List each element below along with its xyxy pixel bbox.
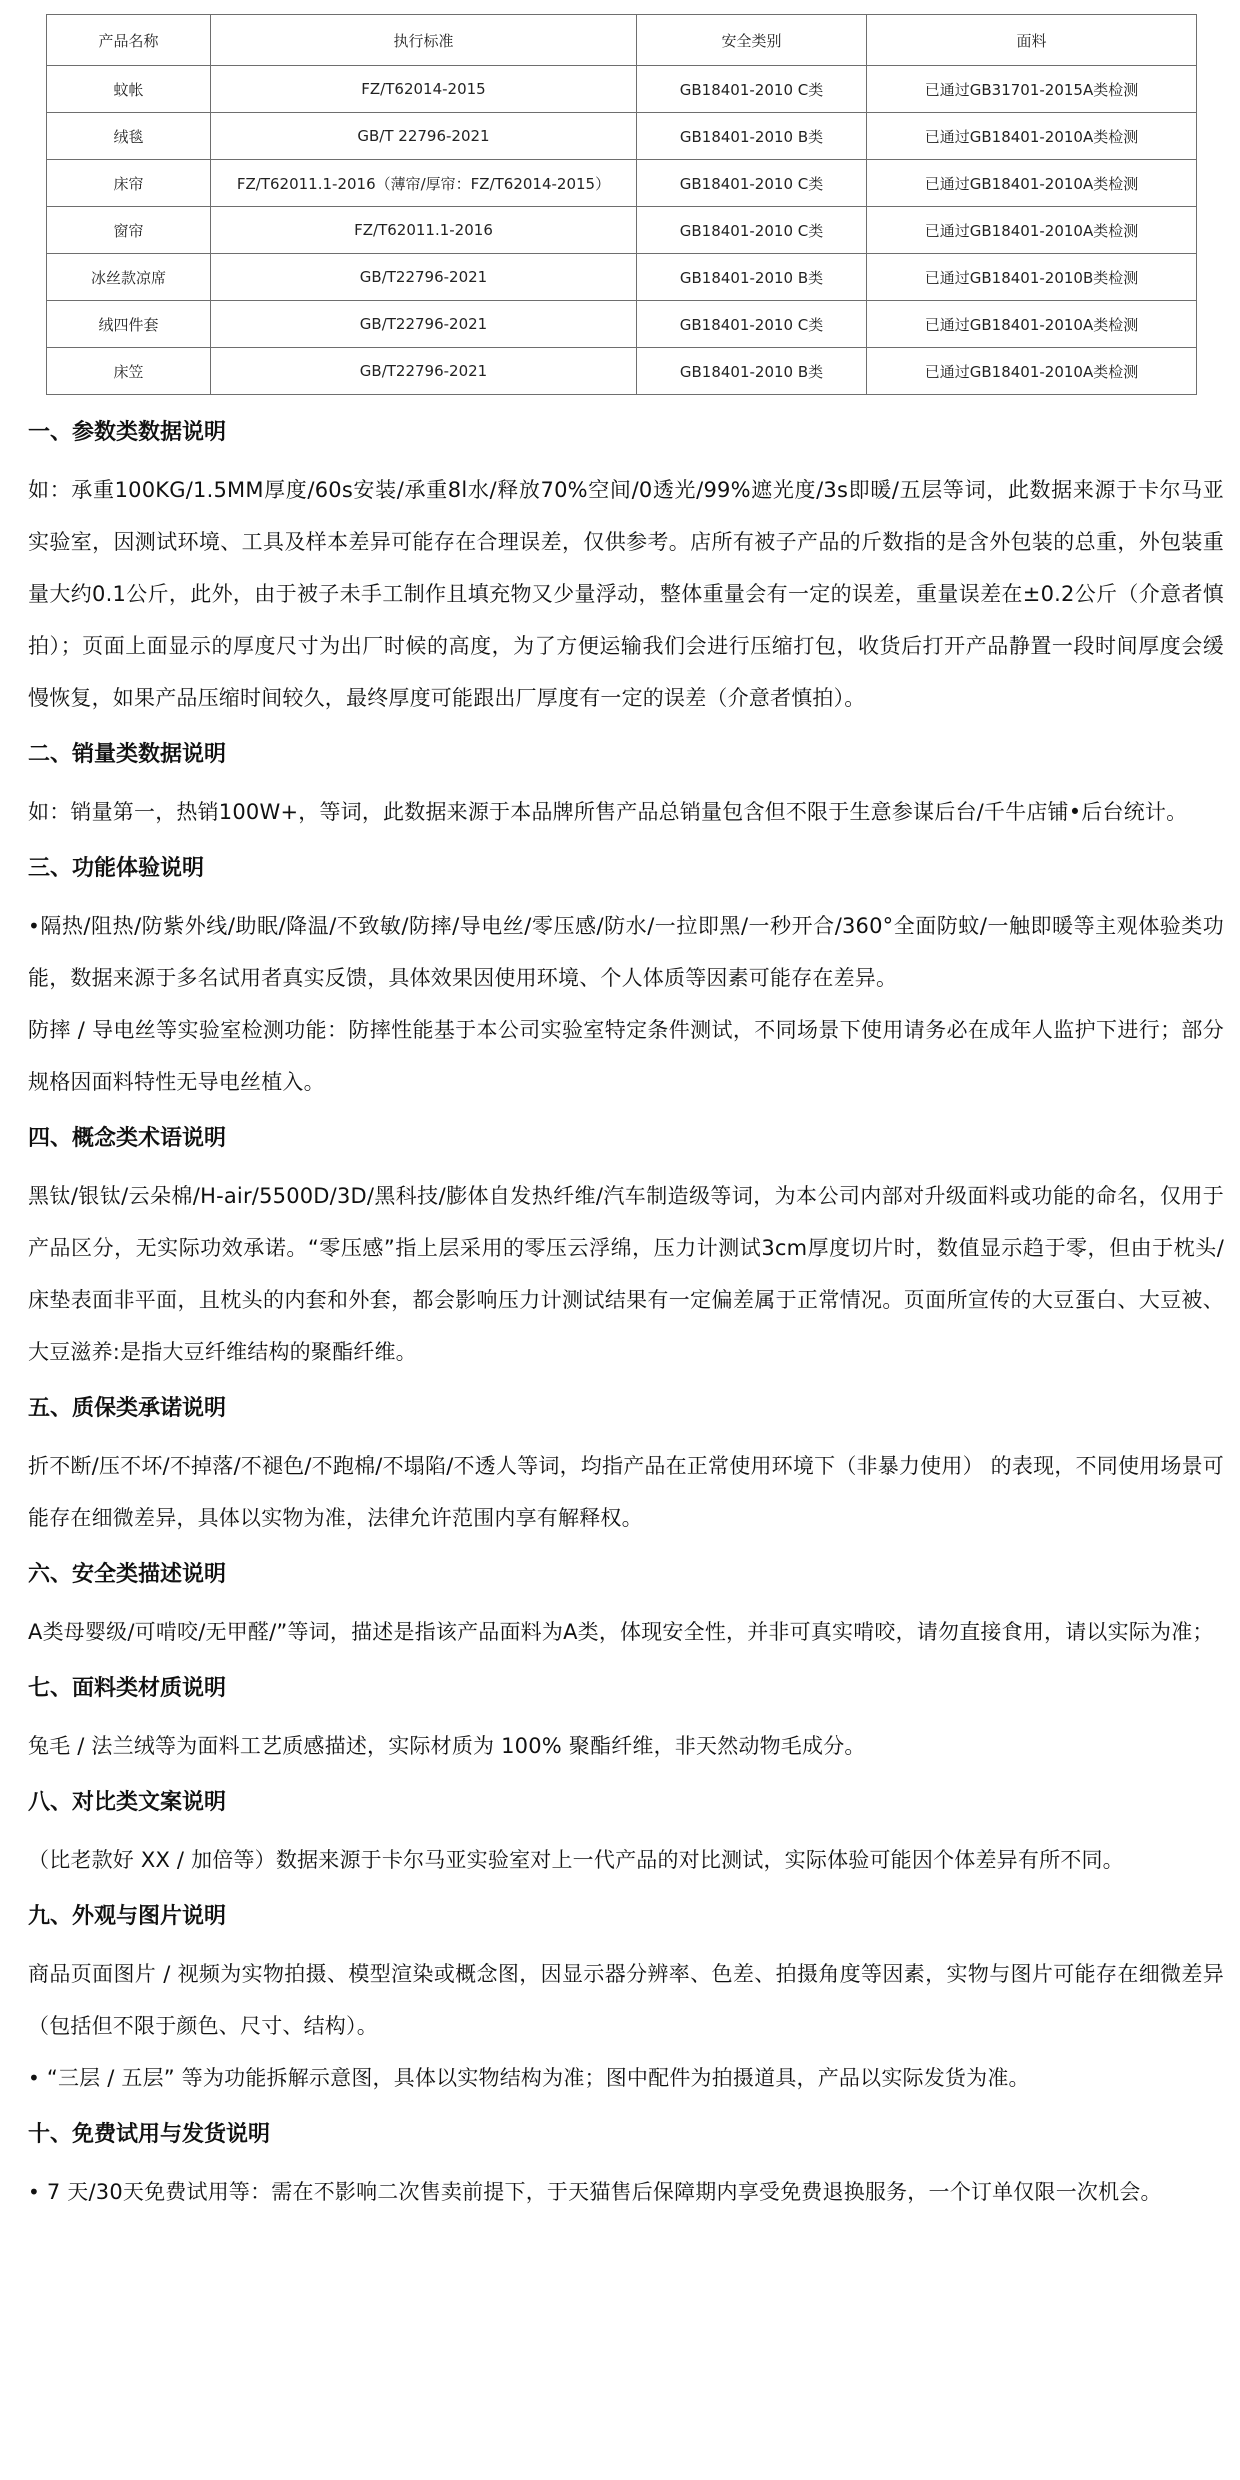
cell-fabric: 已通过GB18401-2010A类检测	[867, 113, 1197, 160]
paragraph-text: “三层 / 五层” 等为功能拆解示意图，具体以实物结构为准；图中配件为拍摄道具，产品以实际发货为准。	[40, 2066, 1030, 2090]
section-title: 九、外观与图片说明	[28, 1904, 227, 1929]
table-row	[47, 348, 1197, 395]
section-paragraph	[28, 900, 1224, 1004]
header-standard: 执行标准	[211, 15, 637, 66]
disclaimer-sections	[28, 418, 1224, 2218]
paragraph-text: 如：承重100KG/1.5MM厚度/60s安装/承重8l水/释放70%空间/0透光/99%遮光度/3s即暖/五层等词，此数据来源于卡尔马亚实验室，因测试环境、工具及样本差异可能存在合理误差，仅供参考。店所有被子产品的斤数指的是含外包装的总重，外包装重量大约0.1公斤，此外，由于被子未手工制作且填充物又少量浮动，整体重量会有一定的误差，重量误差在±0.2公斤（介意者慎拍）；页面上面显示的厚度尺寸为出厂时候的高度，为了方便运输我们会进行压缩打包，收货后打开产品静置一段时间厚度会缓慢恢复，如果产品压缩时间较久，最终厚度可能跟出厂厚度有一定的误差（介意者慎拍）。	[28, 478, 1224, 710]
cell-safety-class: GB18401-2010 B类	[637, 348, 867, 395]
cell-safety-class: GB18401-2010 C类	[637, 301, 867, 348]
cell-product-name: 蚊帐	[47, 66, 211, 113]
header-safety-class: 安全类别	[637, 15, 867, 66]
cell-standard: GB/T 22796-2021	[211, 113, 637, 160]
paragraph-text: A类母婴级/可啃咬/无甲醛/”等词，描述是指该产品面料为A类，体现安全性，并非可真实啃咬，请勿直接食用，请以实际为准；	[28, 1620, 1214, 1644]
table-row	[47, 66, 1197, 113]
disclaimer-section	[28, 1788, 1224, 1886]
table-row	[47, 113, 1197, 160]
cell-safety-class: GB18401-2010 C类	[637, 207, 867, 254]
cell-safety-class: GB18401-2010 C类	[637, 66, 867, 113]
disclaimer-section	[28, 1674, 1224, 1772]
section-title: 七、面料类材质说明	[28, 1676, 227, 1701]
table-row	[47, 254, 1197, 301]
paragraph-text: 7 天/30天免费试用等：需在不影响二次售卖前提下，于天猫售后保障期内享受免费退换服务，一个订单仅限一次机会。	[40, 2180, 1162, 2204]
cell-fabric: 已通过GB18401-2010A类检测	[867, 301, 1197, 348]
table-row	[47, 160, 1197, 207]
paragraph-text: 兔毛 / 法兰绒等为面料工艺质感描述，实际材质为 100% 聚酯纤维，非天然动物毛成分。	[28, 1734, 866, 1758]
section-title: 八、对比类文案说明	[28, 1790, 227, 1815]
disclaimer-section	[28, 740, 1224, 838]
table-header-row	[47, 15, 1197, 66]
paragraph-text: 防摔 / 导电丝等实验室检测功能：防摔性能基于本公司实验室特定条件测试，不同场景下使用请务必在成年人监护下进行；部分规格因面料特性无导电丝植入。	[28, 1018, 1224, 1094]
section-paragraph	[28, 1606, 1224, 1658]
cell-standard: GB/T22796-2021	[211, 348, 637, 395]
section-paragraph	[28, 2166, 1224, 2218]
cell-fabric: 已通过GB31701-2015A类检测	[867, 66, 1197, 113]
cell-fabric: 已通过GB18401-2010A类检测	[867, 348, 1197, 395]
bullet-dot-icon: •	[28, 2180, 40, 2204]
section-paragraph	[28, 786, 1224, 838]
disclaimer-section	[28, 854, 1224, 1108]
cell-fabric: 已通过GB18401-2010B类检测	[867, 254, 1197, 301]
disclaimer-section	[28, 1124, 1224, 1378]
paragraph-text: 折不断/压不坏/不掉落/不褪色/不跑棉/不塌陷/不透人等词，均指产品在正常使用环境下（非暴力使用） 的表现，不同使用场景可能存在细微差异，具体以实物为准，法律允许范围内享有解释权。	[28, 1454, 1224, 1530]
section-title: 三、功能体验说明	[28, 856, 205, 881]
cell-product-name: 绒四件套	[47, 301, 211, 348]
paragraph-text: 黑钛/银钛/云朵棉/H-air/5500D/3D/黑科技/膨体自发热纤维/汽车制造级等词，为本公司内部对升级面料或功能的命名，仅用于产品区分，无实际功效承诺。“零压感”指上层采用的零压云浮绵，压力计测试3cm厚度切片时，数值显示趋于零，但由于枕头/床垫表面非平面，且枕头的内套和外套，都会影响压力计测试结果有一定偏差属于正常情况。页面所宣传的大豆蛋白、大豆被、大豆滋养:是指大豆纤维结构的聚酯纤维。	[28, 1184, 1224, 1364]
section-title: 十、免费试用与发货说明	[28, 2122, 271, 2147]
disclaimer-section	[28, 418, 1224, 724]
section-paragraph	[28, 1948, 1224, 2052]
cell-standard: FZ/T62011.1-2016（薄帘/厚帘：FZ/T62014-2015）	[211, 160, 637, 207]
product-standards-table	[46, 14, 1197, 395]
paragraph-text: 隔热/阻热/防紫外线/助眠/降温/不致敏/防摔/导电丝/零压感/防水/一拉即黑/一秒开合/360°全面防蚊/一触即暖等主观体验类功能，数据来源于多名试用者真实反馈，具体效果因使用环境、个人体质等因素可能存在差异。	[28, 914, 1224, 990]
cell-standard: FZ/T62014-2015	[211, 66, 637, 113]
disclaimer-section	[28, 2120, 1224, 2218]
paragraph-text: 商品页面图片 / 视频为实物拍摄、模型渲染或概念图，因显示器分辨率、色差、拍摄角度等因素，实物与图片可能存在细微差异（包括但不限于颜色、尺寸、结构）。	[28, 1962, 1224, 2038]
cell-product-name: 床笠	[47, 348, 211, 395]
disclaimer-section	[28, 1560, 1224, 1658]
cell-product-name: 床帘	[47, 160, 211, 207]
section-paragraph	[28, 1004, 1224, 1108]
cell-fabric: 已通过GB18401-2010A类检测	[867, 160, 1197, 207]
cell-fabric: 已通过GB18401-2010A类检测	[867, 207, 1197, 254]
cell-product-name: 窗帘	[47, 207, 211, 254]
header-product-name: 产品名称	[47, 15, 211, 66]
paragraph-text: 如：销量第一，热销100W+，等词，此数据来源于本品牌所售产品总销量包含但不限于生意参谋后台/千牛店铺•后台统计。	[28, 800, 1188, 824]
section-title: 六、安全类描述说明	[28, 1562, 227, 1587]
section-title: 一、参数类数据说明	[28, 420, 227, 445]
header-fabric: 面料	[867, 15, 1197, 66]
cell-safety-class: GB18401-2010 C类	[637, 160, 867, 207]
section-paragraph	[28, 1440, 1224, 1544]
table-row	[47, 207, 1197, 254]
cell-safety-class: GB18401-2010 B类	[637, 254, 867, 301]
section-paragraph	[28, 464, 1224, 724]
paragraph-text: （比老款好 XX / 加倍等）数据来源于卡尔马亚实验室对上一代产品的对比测试，实际体验可能因个体差异有所不同。	[28, 1848, 1124, 1872]
section-paragraph	[28, 2052, 1224, 2104]
cell-standard: FZ/T62011.1-2016	[211, 207, 637, 254]
cell-safety-class: GB18401-2010 B类	[637, 113, 867, 160]
table-row	[47, 301, 1197, 348]
disclaimer-section	[28, 1902, 1224, 2104]
section-paragraph	[28, 1720, 1224, 1772]
section-title: 五、质保类承诺说明	[28, 1396, 227, 1421]
cell-standard: GB/T22796-2021	[211, 301, 637, 348]
disclaimer-section	[28, 1394, 1224, 1544]
bullet-dot-icon: •	[28, 914, 40, 938]
cell-standard: GB/T22796-2021	[211, 254, 637, 301]
cell-product-name: 冰丝款凉席	[47, 254, 211, 301]
section-title: 四、概念类术语说明	[28, 1126, 227, 1151]
cell-product-name: 绒毯	[47, 113, 211, 160]
section-title: 二、销量类数据说明	[28, 742, 227, 767]
bullet-dot-icon: •	[28, 2066, 40, 2090]
section-paragraph	[28, 1834, 1224, 1886]
section-paragraph	[28, 1170, 1224, 1378]
